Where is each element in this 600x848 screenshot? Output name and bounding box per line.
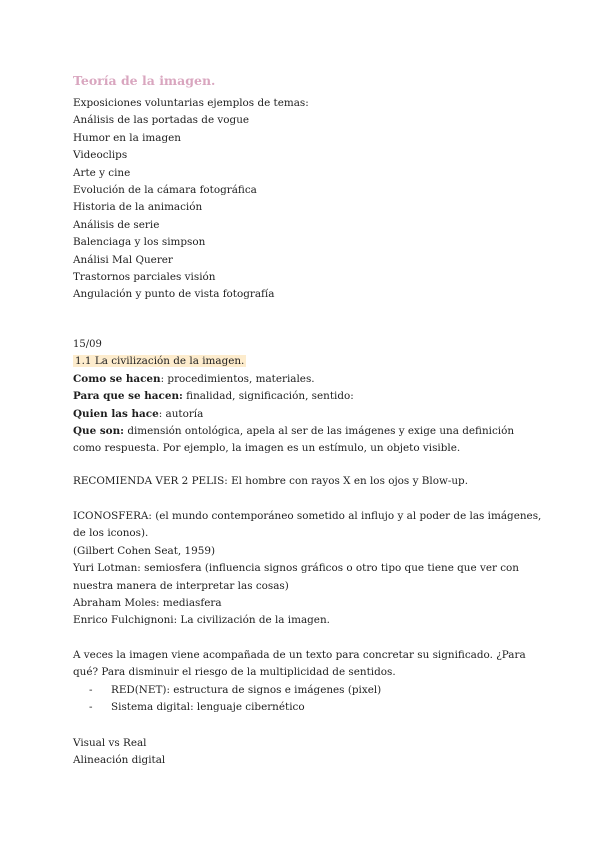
definition-row: [73, 371, 543, 388]
list-item: [73, 682, 543, 699]
topics-intro: Exposiciones voluntarias ejemplos de temas:: [73, 97, 309, 109]
recommendation: RECOMIENDA VER 2 PELIS: El hombre con rayos X en los ojos y Blow-up.: [73, 475, 469, 487]
topic-item: Análisis de las portadas de vogue: [73, 114, 250, 127]
definition-text: finalidad, significación, sentido:: [182, 390, 354, 403]
document-title: Teoría de la imagen.: [73, 73, 216, 88]
topic-item: Evolución de la cámara fotográfica: [73, 184, 257, 197]
list-item: [73, 699, 543, 716]
lesson-date: 15/09: [73, 339, 102, 350]
bullet-dash: -: [89, 683, 93, 696]
definition-row: [73, 406, 543, 423]
iconosfera-text: ICONOSFERA: (el mundo contemporáneo sometido al influjo y al poder de las imágenes, de los iconos).: [73, 510, 542, 540]
text-image-section: [73, 647, 543, 717]
topic-item: Análisis de serie: [73, 218, 160, 231]
closing-section: [73, 735, 543, 770]
topic-item: Trastornos parciales visión: [73, 271, 216, 284]
definition-text: dimensión ontológica, apela al ser de las imágenes y exige una definición como respuesta. Por ejemplo, la imagen es un estímulo, un objeto visible.: [73, 425, 515, 455]
bullet-text: Sistema digital: lenguaje cibernético: [111, 701, 305, 714]
topics-section: [73, 95, 543, 304]
text-paragraph: A veces la imagen viene acompañada de un texto para concretar su significado. ¿Para qué? Para disminuir el riesgo de la multiplicidad de sentidos.: [73, 649, 526, 679]
author-line: Yuri Lotman: semiosfera (influencia signos gráficos o otro tipo que tiene que ver con nuestra manera de interpretar las cosas): [73, 562, 520, 592]
author-line: (Gilbert Cohen Seat, 1959): [73, 544, 216, 557]
bullet-text: RED(NET): estructura de signos e imágenes (pixel): [111, 683, 382, 696]
closing-line: Visual vs Real: [73, 737, 147, 749]
lesson-section: [73, 336, 543, 458]
bullet-dash: -: [89, 701, 93, 714]
topic-item: Angulación y punto de vista fotografía: [73, 288, 275, 301]
topic-item: Balenciaga y los simpson: [73, 236, 206, 249]
section-title: 1.1 La civilización de la imagen.: [75, 355, 245, 368]
topic-item: Historia de la animación: [73, 201, 203, 214]
topic-item: Humor en la imagen: [73, 131, 181, 144]
definition-term: Como se hacen: [73, 372, 161, 385]
definition-term: Quien las hace: [73, 407, 159, 420]
iconosfera-section: [73, 508, 543, 630]
definition-term: Para que se hacen:: [73, 390, 183, 403]
author-line: Enrico Fulchignoni: La civilización de la imagen.: [73, 614, 330, 627]
definition-row: [73, 423, 543, 458]
definition-row: [73, 388, 543, 405]
topic-item: Videoclips: [73, 149, 128, 162]
topic-item: Análisi Mal Querer: [73, 253, 173, 266]
definition-text: : procedimientos, materiales.: [160, 372, 315, 385]
definition-text: : autoría: [158, 407, 204, 420]
topic-item: Arte y cine: [73, 166, 131, 179]
definition-term: Que son:: [73, 425, 125, 438]
closing-line: Alineación digital: [73, 754, 166, 767]
author-line: Abraham Moles: mediasfera: [73, 597, 222, 610]
